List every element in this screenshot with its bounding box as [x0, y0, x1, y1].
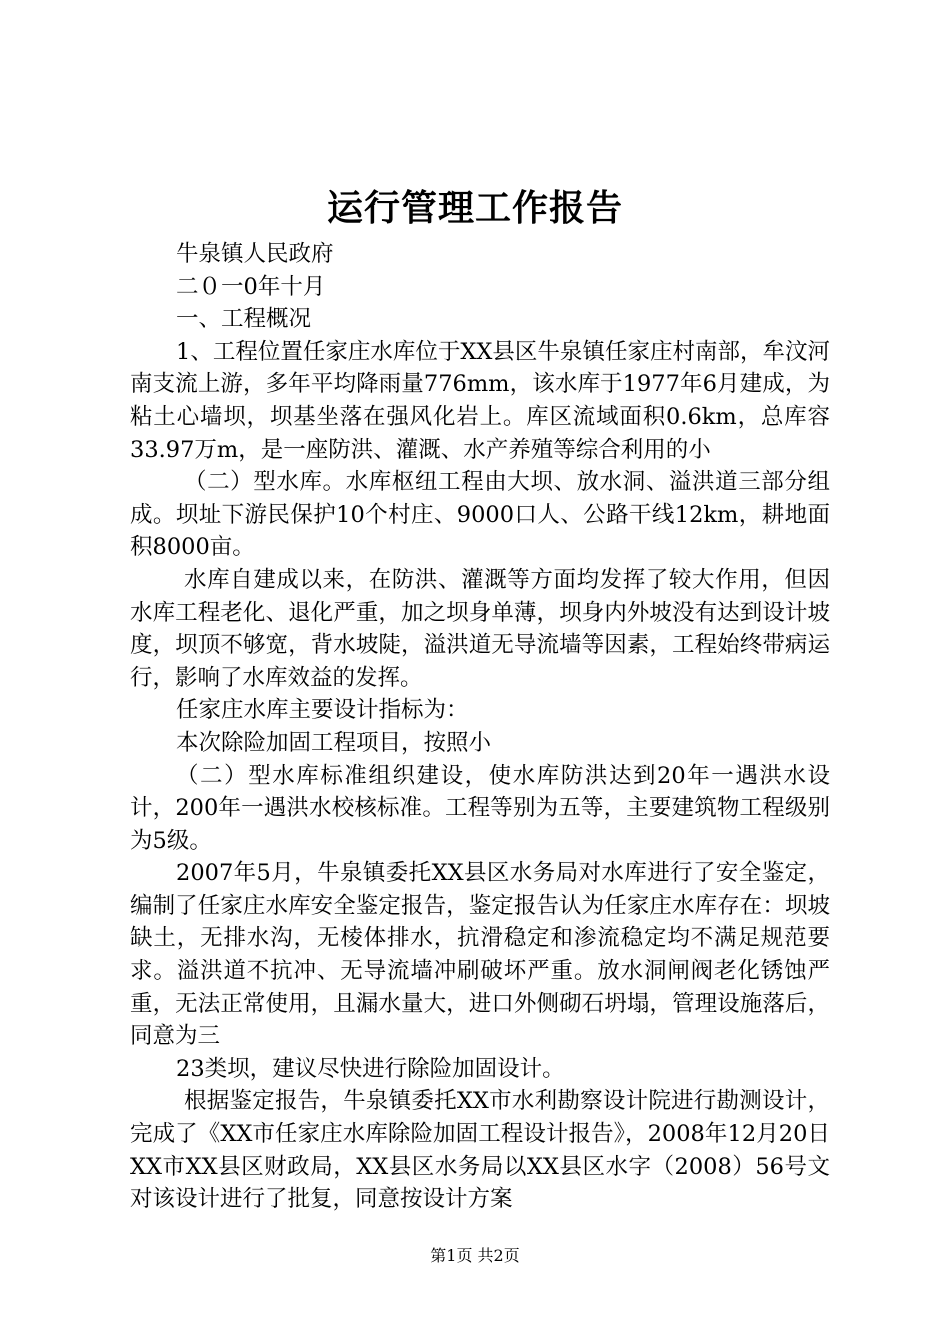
date-line: 二０一0年十月 [176, 273, 326, 300]
paragraph: 任家庄水库主要设计指标为： [176, 697, 469, 724]
paragraph: 23类坝，建议尽快进行除险加固设计。 [176, 1055, 565, 1082]
section-heading: 一、工程概况 [176, 306, 312, 333]
paragraph: 根据鉴定报告，牛泉镇委托XX市水利勘察设计院进行勘测设计，完成了《XX市任家庄水库除险加固工程设计报告》，2008年12月20日XX市XX县区财政局，XX县区水务局以XX县区水字（2008）56号文对该设计进行了批复，同意按设计方案 [130, 1088, 830, 1213]
paragraph: 1、工程位置任家庄水库位于XX县区牛泉镇任家庄村南部，牟汶河南支流上游，多年平均降雨量776mm，该水库于1977年6月建成，为粘土心墙坝，坝基坐落在强风化岩上。库区流域面积0.6km，总库容33.97万m，是一座防洪、灌溉、水产养殖等综合利用的小 [130, 338, 830, 463]
document-title: 运行管理工作报告 [326, 187, 623, 229]
document-body [130, 238, 830, 1216]
paragraph: 本次除险加固工程项目，按照小 [176, 729, 492, 756]
paragraph: （二）型水库。水库枢纽工程由大坝、放水洞、溢洪道三部分组成。坝址下游民保护10个村庄、9000口人、公路干线12km，耕地面积8000亩。 [130, 469, 830, 561]
page-footer: 第1页 共2页 [430, 1246, 520, 1265]
paragraph: （二）型水库标准组织建设，使水库防洪达到20年一遇洪水设计，200年一遇洪水校核标准。工程等别为五等，主要建筑物工程级别为5级。 [130, 762, 830, 854]
issuer-line: 牛泉镇人民政府 [176, 241, 334, 267]
paragraph: 水库自建成以来，在防洪、灌溉等方面均发挥了较大作用，但因水库工程老化、退化严重，加之坝身单薄，坝身内外坡没有达到设计坡度，坝顶不够宽，背水坡陡，溢洪道无导流墙等因素，工程始终带病运行，影响了水库效益的发挥。 [130, 566, 830, 691]
paragraph: 2007年5月，牛泉镇委托XX县区水务局对水库进行了安全鉴定，编制了任家庄水库安全鉴定报告，鉴定报告认为任家庄水库存在：坝坡缺土，无排水沟，无棱体排水，抗滑稳定和渗流稳定均不满足规范要求。溢洪道不抗冲、无导流墙冲刷破坏严重。放水洞闸阀老化锈蚀严重，无法正常使用，且漏水量大，进口外侧砌石坍塌，管理设施落后，同意为三 [130, 860, 830, 1050]
